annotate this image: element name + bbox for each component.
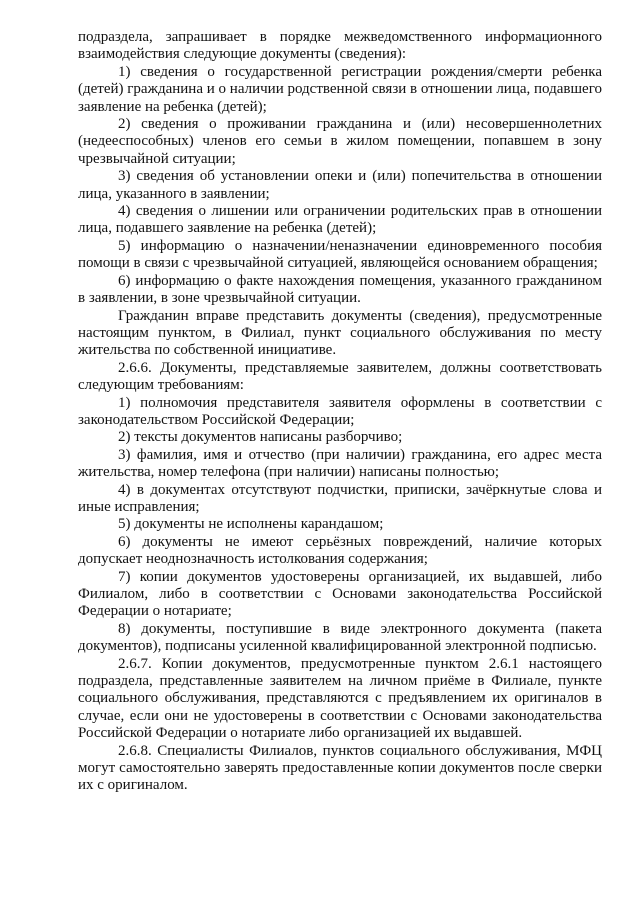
paragraph-requirement-3: 3) фамилия, имя и отчество (при наличии) гражданина, его адрес места жительства, номер телефона (при наличии) написаны полностью; <box>78 446 602 481</box>
paragraph-requirement-6: 6) документы не имеют серьёзных повреждений, наличие которых допускает неоднозначность истолкования содержания; <box>78 533 602 568</box>
paragraph-citizen-right: Гражданин вправе представить документы (сведения), предусмотренные настоящим пунктом, в Филиал, пункт социального обслуживания по месту жительства по собственной инициативе. <box>78 307 602 359</box>
paragraph-2-6-8: 2.6.8. Специалисты Филиалов, пунктов социального обслуживания, МФЦ могут самостоятельно заверять предоставленные копии документов после сверки их с оригиналом. <box>78 742 602 794</box>
paragraph-requirement-1: 1) полномочия представителя заявителя оформлены в соответствии с законодательством Российской Федерации; <box>78 394 602 428</box>
paragraph-requirement-8: 8) документы, поступившие в виде электронного документа (пакета документов), подписаны усиленной квалифицированной электронной подписью. <box>78 620 602 655</box>
paragraph-item-5: 5) информацию о назначении/неназначении единовременного пособия помощи в связи с чрезвычайной ситуацией, являющейся основанием обращения; <box>78 237 602 272</box>
paragraph-item-1: 1) сведения о государственной регистрации рождения/смерти ребенка (детей) гражданина и о наличии родственной связи в отношении лица, подавшего заявление на ребенка (детей); <box>78 63 602 115</box>
paragraph-item-3: 3) сведения об установлении опеки и (или) попечительства в отношении лица, указанного в заявлении; <box>78 168 602 202</box>
paragraph-requirement-7: 7) копии документов удостоверены организацией, их выдавшей, либо Филиалом, либо в соответствии с Основами законодательства Российской Федерации о нотариате; <box>78 568 602 620</box>
paragraph-intro: подраздела, запрашивает в порядке межведомственного информационного взаимодействия следующие документы (сведения): <box>78 29 602 63</box>
paragraph-item-2: 2) сведения о проживании гражданина и (или) несовершеннолетних (недееспособных) членов его семьи в жилом помещении, попавшем в зону чрезвычайной ситуации; <box>78 116 602 167</box>
paragraph-requirement-5: 5) документы не исполнены карандашом; <box>118 516 384 533</box>
paragraph-item-4: 4) сведения о лишении или ограничении родительских прав в отношении лица, подавшего заявление на ребенка (детей); <box>78 203 602 237</box>
paragraph-item-6: 6) информацию о факте нахождения помещения, указанного гражданином в заявлении, в зоне чрезвычайной ситуации. <box>78 272 602 307</box>
paragraph-requirement-4: 4) в документах отсутствуют подчистки, приписки, зачёркнутые слова и иные исправления; <box>78 481 602 515</box>
document-page <box>78 29 602 795</box>
paragraph-requirement-2: 2) тексты документов написаны разборчиво; <box>118 429 403 446</box>
paragraph-2-6-7: 2.6.7. Копии документов, предусмотренные пунктом 2.6.1 настоящего подраздела, представленные заявителем на личном приёме в Филиале, пункте социального обслуживания, представляются с предъявлением их оригиналов в случае, если они не удостоверены в соответствии с Основами законодательства Российской Федерации о нотариате либо организацией их выдавшей. <box>78 655 602 742</box>
paragraph-2-6-6: 2.6.6. Документы, представляемые заявителем, должны соответствовать следующим требованиям: <box>78 359 602 394</box>
